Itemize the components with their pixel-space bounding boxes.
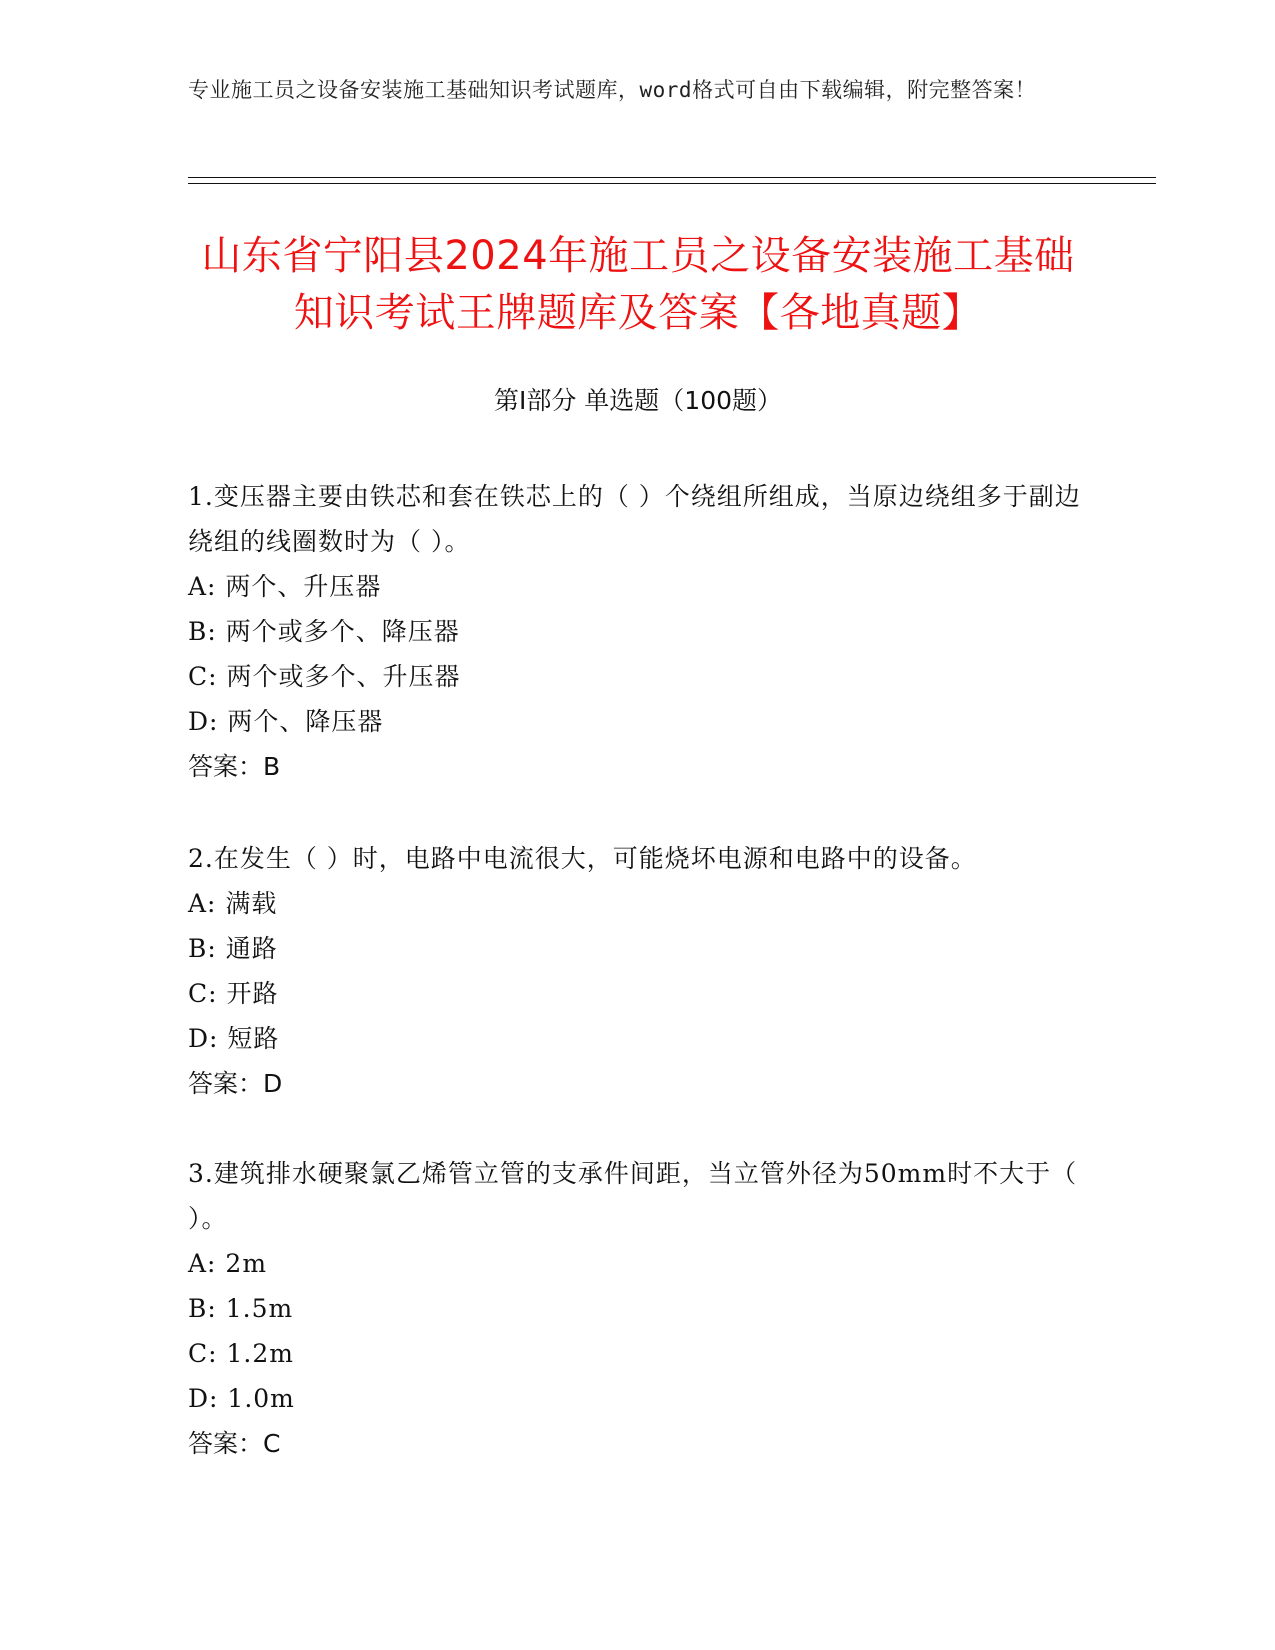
option-c: C: 两个或多个、升压器 xyxy=(188,662,461,691)
document-title: 山东省宁阳县2024年施工员之设备安装施工基础知识考试王牌题库及答案【各地真题】 xyxy=(201,233,1075,336)
answer-line: 答案：C xyxy=(188,1429,281,1458)
option-d: D: 1.0m xyxy=(188,1384,295,1413)
header-divider-bottom xyxy=(188,183,1156,184)
option-d: D: 两个、降压器 xyxy=(188,707,384,736)
section-title: 第I部分 单选题（100题） xyxy=(493,386,783,415)
question-stem: 3.建筑排水硬聚氯乙烯管立管的支承件间距，当立管外径为50mm时不大于（ ）。 xyxy=(188,1159,1078,1233)
option-b: B: 通路 xyxy=(188,934,278,963)
option-d: D: 短路 xyxy=(188,1024,280,1053)
option-a: A: 两个、升压器 xyxy=(188,572,382,601)
answer-line: 答案：B xyxy=(188,752,281,781)
header-divider-top xyxy=(188,177,1156,178)
option-b: B: 两个或多个、降压器 xyxy=(188,617,460,646)
answer-line: 答案：D xyxy=(188,1069,283,1098)
option-a: A: 满载 xyxy=(188,889,278,918)
question-stem: 2.在发生（ ）时，电路中电流很大，可能烧坏电源和电路中的设备。 xyxy=(188,844,977,873)
question-1 xyxy=(188,474,1088,789)
option-a: A: 2m xyxy=(188,1249,268,1278)
option-b: B: 1.5m xyxy=(188,1294,294,1323)
option-c: C: 1.2m xyxy=(188,1339,294,1368)
question-stem: 1.变压器主要由铁芯和套在铁芯上的（ ）个绕组所组成，当原边绕组多于副边绕组的线圈数时为（ ）。 xyxy=(188,482,1081,556)
option-c: C: 开路 xyxy=(188,979,279,1008)
header-note: 专业施工员之设备安装施工基础知识考试题库，word格式可自由下载编辑，附完整答案！ xyxy=(188,78,1037,102)
question-3 xyxy=(188,1151,1088,1466)
question-2 xyxy=(188,836,1088,1106)
